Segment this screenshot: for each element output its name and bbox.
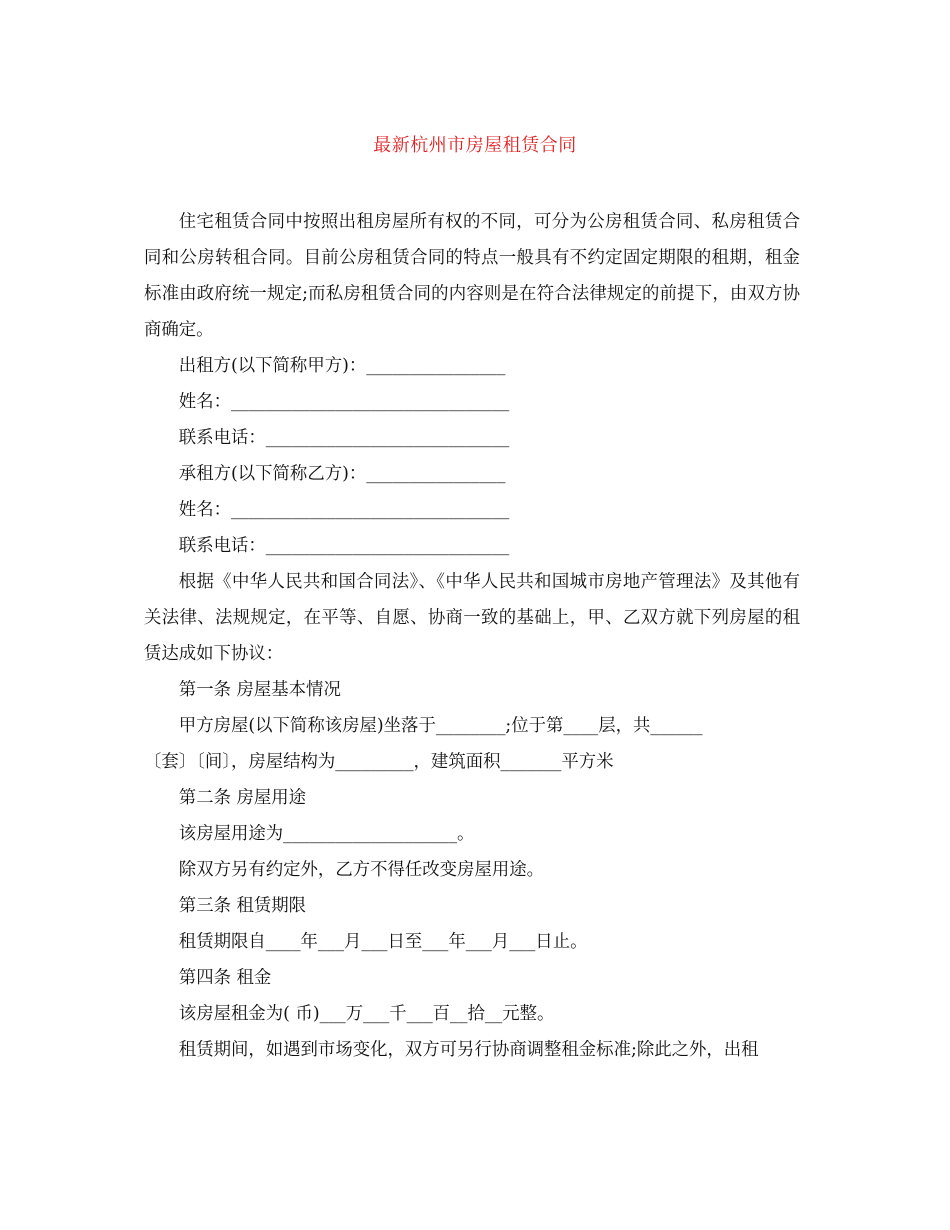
article-4-rent-line: 该房屋租金为( 币)___万___千___百__拾__元整。 (178, 1004, 555, 1024)
document-title: 最新杭州市房屋租赁合同 (373, 135, 577, 156)
lessor-label: 出租方(以下简称甲方)：________________ (178, 356, 506, 376)
lessor-phone-field: 联系电话：____________________________ (178, 428, 510, 448)
article-2-restriction-line: 除双方另有约定外，乙方不得任改变房屋用途。 (178, 860, 545, 880)
legal-basis-paragraph: 根据《中华人民共和国合同法》、《中华人民共和国城市房地产管理法》及其他有关法律、法规规定，在平等、自愿、协商一致的基础上，甲、乙双方就下列房屋的租赁达成如下协议： (144, 572, 800, 664)
lessor-name-field: 姓名：________________________________ (178, 392, 510, 412)
article-2-usage-line: 该房屋用途为____________________。 (178, 824, 475, 844)
article-2-title: 第二条 房屋用途 (178, 788, 307, 808)
article-3-title: 第三条 租赁期限 (178, 896, 307, 916)
article-3-term-line: 租赁期限自____年___月___日至___年___月___日止。 (178, 932, 588, 952)
lessee-label: 承租方(以下简称乙方)：________________ (178, 464, 506, 484)
article-4-adjustment-line: 租赁期间，如遇到市场变化，双方可另行协商调整租金标准;除此之外，出租 (178, 1040, 759, 1060)
article-4-title: 第四条 租金 (178, 968, 272, 988)
intro-paragraph: 住宅租赁合同中按照出租房屋所有权的不同，可分为公房租赁合同、私房租赁合同和公房转租合同。目前公房租赁合同的特点一般具有不约定固定期限的租期，租金标准由政府统一规定;而私房租赁合同的内容则是在符合法律规定的前提下，由双方协商确定。 (144, 212, 800, 340)
article-1-title: 第一条 房屋基本情况 (178, 680, 341, 700)
article-1-location-line: 甲方房屋(以下简称该房屋)坐落于________;位于第____层，共______ (178, 716, 703, 736)
article-1-structure-line: 〔套〕〔间〕，房屋结构为_________，建筑面积_______平方米 (144, 752, 614, 772)
lessee-name-field: 姓名：________________________________ (178, 500, 510, 520)
document-body (144, 204, 800, 1068)
lessee-phone-field: 联系电话：____________________________ (178, 536, 510, 556)
